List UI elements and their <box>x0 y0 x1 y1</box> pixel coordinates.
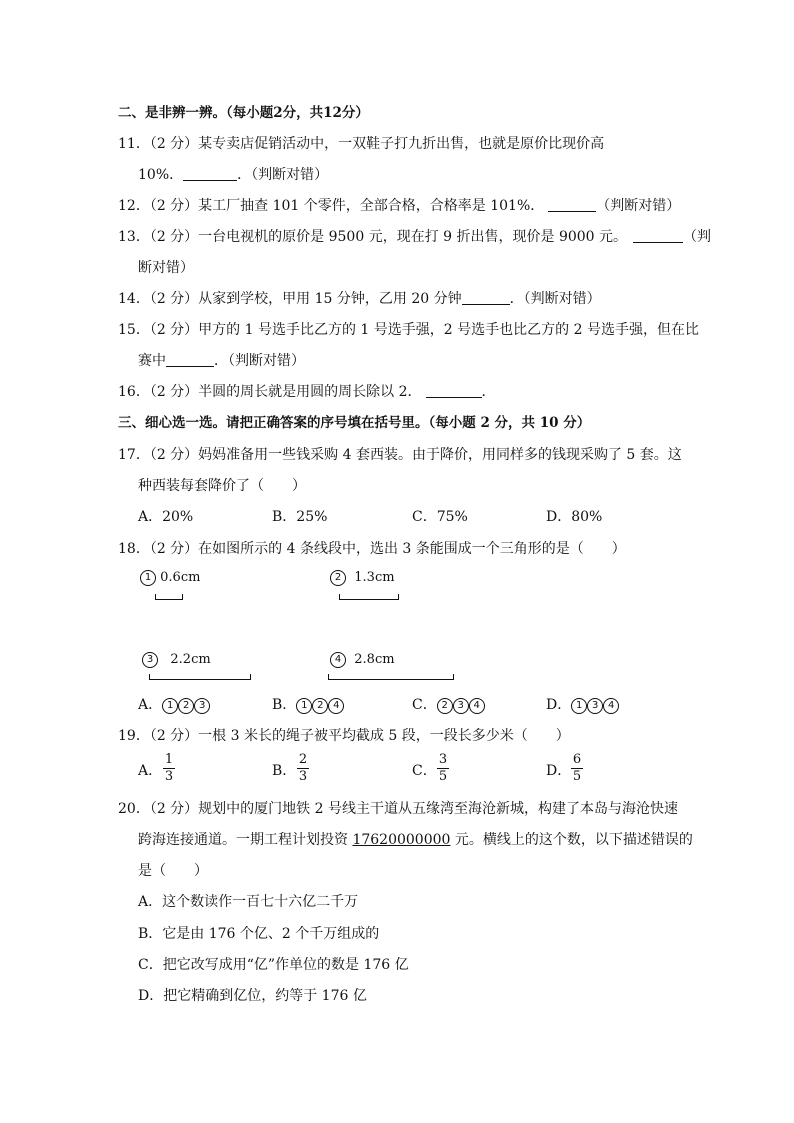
circled-number: 3 <box>453 698 469 714</box>
question-12 <box>118 197 680 215</box>
segment-2-line <box>339 594 399 600</box>
segment-length: 2.8cm <box>354 652 395 667</box>
question-14-suffix: ．（判断对错） <box>509 291 601 307</box>
question-18-option-d[interactable] <box>546 696 619 714</box>
question-16-suffix: ． <box>481 384 496 400</box>
question-13-line-1 <box>118 228 711 246</box>
option-letter: C． <box>412 697 437 713</box>
question-19-option-a-fraction[interactable] <box>163 753 175 784</box>
question-11-line-1: 11．（2 分）某专卖店促销活动中，一双鞋子打九折出售，也就是原价比现价高 <box>118 136 605 152</box>
question-19-stem: 19．（2 分）一根 3 米长的绳子被平均截成 5 段，一段长多少米（ ） <box>118 728 570 744</box>
question-19-option-b-fraction[interactable] <box>297 753 309 784</box>
question-19-option-d-fraction[interactable] <box>571 753 583 784</box>
question-14 <box>118 290 601 308</box>
segment-length: 1.3cm <box>354 570 395 585</box>
question-16 <box>118 383 496 401</box>
segment-1-label <box>140 570 200 586</box>
question-20-option-c[interactable]: C．把它改写成用“亿”作单位的数是 176 亿 <box>138 957 409 973</box>
denominator: 3 <box>164 769 174 784</box>
question-20-line-3: 是（ ） <box>138 863 208 879</box>
answer-blank[interactable] <box>548 197 596 212</box>
option-letter: B． <box>272 697 297 713</box>
circled-number: 4 <box>469 698 485 714</box>
question-13-suffix: （判 <box>683 229 712 245</box>
question-14-text: 14．（2 分）从家到学校，甲用 15 分钟，乙用 20 分钟 <box>118 291 462 307</box>
question-16-text: 16．（2 分）半圆的周长就是用圆的周长除以 2． <box>118 384 422 400</box>
question-19-option-c-letter[interactable]: C． <box>412 763 437 779</box>
option-letter: A． <box>138 697 163 713</box>
answer-blank[interactable] <box>633 228 683 243</box>
answer-blank[interactable] <box>426 383 482 398</box>
question-11-line-2 <box>138 166 328 184</box>
segment-length: 2.2cm <box>170 652 211 667</box>
question-20-line-1: 20．（2 分）规划中的厦门地铁 2 号线主干道从五缘湾至海沧新城，构建了本岛与海沧快速 <box>118 801 678 817</box>
answer-blank[interactable] <box>183 166 237 181</box>
segment-3-label <box>142 652 211 668</box>
question-19-option-a-letter[interactable]: A． <box>138 763 163 779</box>
question-19-option-d-letter[interactable]: D． <box>546 763 572 779</box>
circled-number: 2 <box>330 570 346 586</box>
circled-number: 2 <box>437 698 453 714</box>
question-18-stem: 18．（2 分）在如图所示的 4 条线段中，选出 3 条能围成一个三角形的是（ ） <box>118 541 626 557</box>
numerator: 1 <box>164 752 174 767</box>
segment-3-line <box>149 674 251 680</box>
question-17-option-d[interactable]: D．80% <box>546 509 603 525</box>
circled-number: 1 <box>296 698 312 714</box>
question-15-text-a: 赛中 <box>138 353 166 369</box>
question-17-line-1: 17．（2 分）妈妈准备用一些钱采购 4 套西装。由于降价，用同样多的钱现采购了 5 套。这 <box>118 447 682 463</box>
circled-number: 1 <box>162 698 178 714</box>
segment-4-line <box>328 674 454 680</box>
numerator: 2 <box>298 752 308 767</box>
question-20-option-a[interactable]: A．这个数读作一百七十六亿二千万 <box>138 894 359 910</box>
underlined-number: 17620000000 <box>352 832 451 848</box>
question-17-option-a[interactable]: A．20% <box>138 509 194 525</box>
section-3-heading: 三、细心选一选。请把正确答案的序号填在括号里。（每小题 2 分，共 10 分） <box>118 415 591 431</box>
circled-number: 3 <box>194 698 210 714</box>
circled-number: 4 <box>328 698 344 714</box>
circled-number: 3 <box>142 652 158 668</box>
question-18-option-b[interactable] <box>272 696 344 714</box>
circled-number: 4 <box>330 652 346 668</box>
question-12-suffix: （判断对错） <box>596 198 681 214</box>
question-13-text: 13．（2 分）一台电视机的原价是 9500 元，现在打 9 折出售，现价是 9000 元。 <box>118 229 628 245</box>
question-20-line-2 <box>138 831 693 849</box>
circled-number: 3 <box>587 698 603 714</box>
question-15-line-2 <box>138 352 305 370</box>
question-15-text-b: ．（判断对错） <box>214 353 305 369</box>
question-17-line-2: 种西装每套降价了（ ） <box>138 478 306 494</box>
question-20-text-b: 元。横线上的这个数，以下描述错误的 <box>450 832 693 848</box>
question-20-text-a: 跨海连接通道。一期工程计划投资 <box>138 832 353 848</box>
section-2-heading: 二、是非辨一辨。（每小题2分，共12分） <box>118 105 369 121</box>
answer-blank[interactable] <box>462 290 510 305</box>
numerator: 3 <box>438 752 448 767</box>
circled-number: 1 <box>571 698 587 714</box>
question-18-option-c[interactable] <box>412 696 485 714</box>
question-12-text: 12．（2 分）某工厂抽查 101 个零件，全部合格，合格率是 101%． <box>118 198 545 214</box>
numerator: 6 <box>572 752 582 767</box>
question-13-line-2: 断对错） <box>138 260 194 276</box>
answer-blank[interactable] <box>166 352 214 367</box>
segment-4-label <box>330 652 395 668</box>
circled-number: 4 <box>603 698 619 714</box>
question-18-option-a[interactable] <box>138 696 210 714</box>
question-15-line-1: 15．（2 分）甲方的 1 号选手比乙方的 1 号选手强，2 号选手也比乙方的 2 号选手强，但在比 <box>118 322 699 338</box>
question-20-option-b[interactable]: B．它是由 176 个亿、2 个千万组成的 <box>138 926 380 942</box>
circled-number: 1 <box>140 570 156 586</box>
denominator: 5 <box>572 769 582 784</box>
option-letter: D． <box>546 697 572 713</box>
question-17-option-c[interactable]: C．75% <box>412 509 468 525</box>
circled-number: 2 <box>178 698 194 714</box>
segment-length: 0.6cm <box>160 570 201 585</box>
question-19-option-b-letter[interactable]: B． <box>272 763 297 779</box>
question-19-option-c-fraction[interactable] <box>437 753 449 784</box>
segment-1-line <box>155 594 183 600</box>
denominator: 3 <box>298 769 308 784</box>
question-20-option-d[interactable]: D．把它精确到亿位，约等于 176 亿 <box>138 988 367 1004</box>
question-11-text-a: 10%． <box>138 167 184 183</box>
denominator: 5 <box>438 769 448 784</box>
question-17-option-b[interactable]: B．25% <box>272 509 328 525</box>
question-11-text-b: ．（判断对错） <box>237 167 329 183</box>
circled-number: 2 <box>312 698 328 714</box>
segment-2-label <box>330 570 395 586</box>
